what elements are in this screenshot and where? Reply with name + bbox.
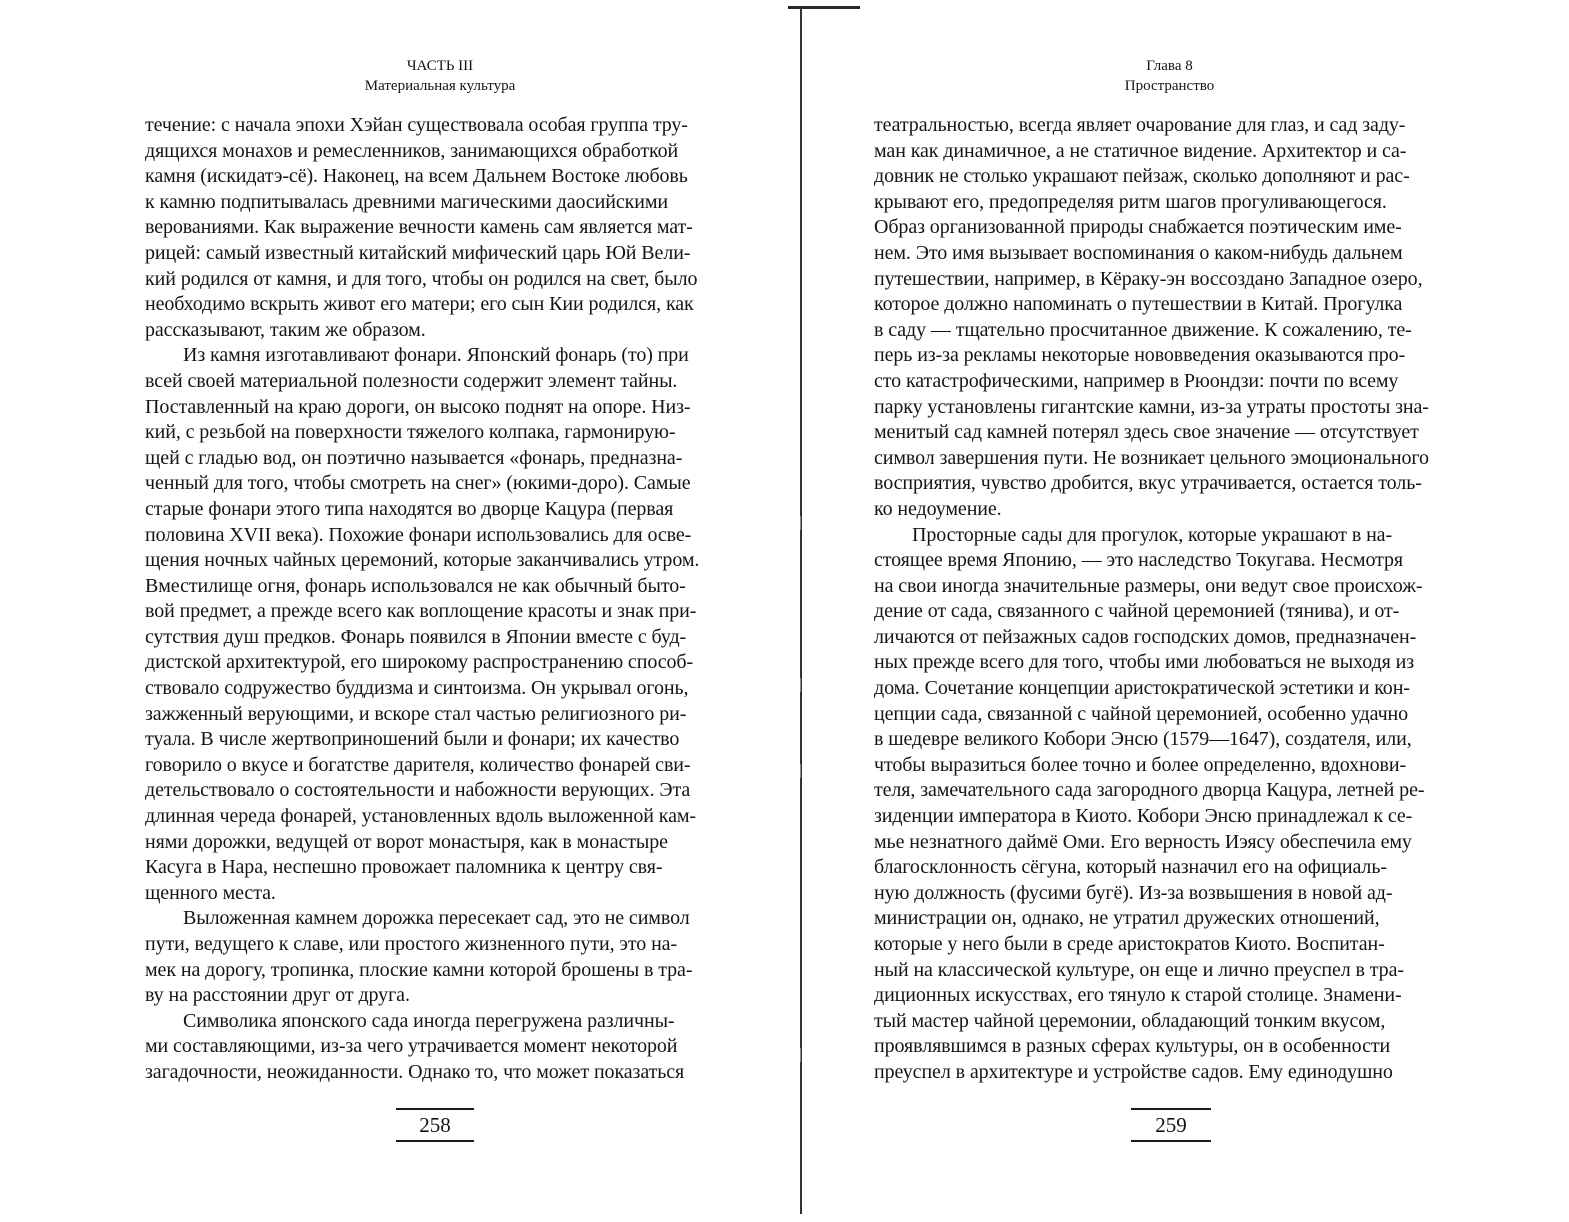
text-line: дома. Сочетание концепции аристократической эстетики и кон- bbox=[874, 677, 1410, 700]
text-line: преуспел в архитектуре и устройстве садов. Ему единодушно bbox=[874, 1060, 1393, 1083]
part-heading: ЧАСТЬ III bbox=[406, 58, 474, 74]
text-line: стоящее время Японию, — это наследство Токугава. Несмотря bbox=[874, 549, 1403, 572]
text-line: теля, замечательного сада загородного дворца Кацура, летней ре- bbox=[874, 779, 1425, 802]
text-line: на свои иногда значительные размеры, они ведут свое происхож- bbox=[874, 574, 1423, 597]
text-line: Из камня изготавливают фонари. Японский фонарь (то) при bbox=[183, 344, 689, 367]
text-line: рассказывают, таким же образом. bbox=[145, 318, 426, 341]
left-page-number: 258 bbox=[396, 1108, 474, 1142]
text-line: детельствовало о состоятельности и набожности верующих. Эта bbox=[145, 779, 691, 802]
text-line: дение от сада, связанного с чайной церемонией (тянива), и от- bbox=[874, 600, 1400, 623]
text-line: довник не столько украшают пейзаж, сколько дополняют и рас- bbox=[874, 165, 1410, 188]
text-line: которые у него были в среде аристократов Киото. Воспитан- bbox=[874, 933, 1385, 955]
text-line: благосклонность сёгуна, который назначил его на официаль- bbox=[874, 856, 1387, 879]
text-line: дистской архитектурой, его широкому распространению способ- bbox=[145, 651, 694, 674]
text-line: диционных искусствах, его тянуло к старой столице. Знамени- bbox=[874, 984, 1402, 1007]
text-line: верованиями. Как выражение вечности камень сам является мат- bbox=[145, 216, 693, 239]
text-line: кий, с резьбой на поверхности тяжелого колпака, гармонирую- bbox=[145, 421, 676, 444]
text-line: нями дорожки, ведущей от ворот монастыря, как в монастыре bbox=[145, 830, 668, 853]
text-line: цепции сада, связанной с чайной церемонией, особенно удачно bbox=[874, 702, 1409, 725]
right-page-text bbox=[874, 113, 1467, 1086]
text-line: Символика японского сада иногда перегружена различны- bbox=[183, 1009, 675, 1032]
text-line: в саду — тщательно просчитанное движение. К сожалению, те- bbox=[874, 318, 1412, 341]
text-line: дящихся монахов и ремесленников, занимающихся обработкой bbox=[145, 139, 679, 162]
chapter-heading: Глава 8 bbox=[1146, 58, 1193, 74]
text-line: говорило о вкусе и богатстве дарителя, количество фонарей сви- bbox=[145, 753, 691, 776]
text-line: в шедевре великого Кобори Энсю (1579—1647), создателя, или, bbox=[874, 728, 1412, 751]
text-line: всей своей материальной полезности содержит элемент тайны. bbox=[145, 369, 678, 392]
text-line: необходимо вскрыть живот его матери; его сын Кии родился, как bbox=[145, 293, 694, 316]
left-running-head bbox=[145, 56, 735, 96]
text-line: туала. В числе жертвоприношений были и фонари; их качество bbox=[145, 728, 680, 751]
text-line: ко недоумение. bbox=[874, 497, 1002, 520]
text-line: течение: с начала эпохи Хэйан существовала особая группа тру- bbox=[145, 114, 688, 136]
text-line: перь из-за рекламы некоторые нововведения оказываются про- bbox=[874, 344, 1406, 367]
text-line: Просторные сады для прогулок, которые украшают в на- bbox=[912, 523, 1393, 546]
text-line: щей с гладью вод, он поэтично называется «фонарь, предназна- bbox=[145, 446, 683, 469]
right-page-number: 259 bbox=[1131, 1108, 1211, 1142]
text-line: старые фонари этого типа находятся во дворце Кацура (первая bbox=[145, 497, 674, 520]
text-line: ную должность (фусими бугё). Из-за возвышения в новой ад- bbox=[874, 881, 1393, 904]
text-line: крывают его, предопределяя ритм шагов прогуливающегося. bbox=[874, 190, 1387, 213]
text-line: вой предмет, а прежде всего как воплощение красоты и знак при- bbox=[145, 600, 697, 623]
text-line: нем. Это имя вызывает воспоминания о каком-нибудь дальнем bbox=[874, 241, 1403, 264]
text-line: зиденции императора в Киото. Кобори Энсю принадлежал к се- bbox=[874, 805, 1413, 828]
text-line: ву на расстоянии друг от друга. bbox=[145, 984, 410, 1007]
text-line: тый мастер чайной церемонии, обладающий тонким вкусом, bbox=[874, 1009, 1386, 1032]
text-line: сто катастрофическими, например в Рюондзи: почти по всему bbox=[874, 369, 1399, 392]
text-line: менитый сад камней потерял здесь свое значение — отсутствует bbox=[874, 421, 1419, 444]
text-line: щения ночных чайных церемоний, которые заканчивались утром. bbox=[145, 549, 700, 572]
text-line: Поставленный на краю дороги, он высоко поднят на опоре. Низ- bbox=[145, 395, 691, 418]
text-line: чтобы выразиться более точно и более определенно, вдохнови- bbox=[874, 753, 1407, 776]
text-line: символ завершения пути. Не возникает цельного эмоционального bbox=[874, 446, 1429, 469]
text-line: щенного места. bbox=[145, 881, 276, 904]
text-line: ствовало содружество буддизма и синтоизма. Он укрывал огонь, bbox=[145, 677, 689, 700]
text-line: пути, ведущего к славе, или простого жизненного пути, это на- bbox=[145, 933, 678, 955]
text-line: сутствия душ предков. Фонарь появился в Японии вместе с буд- bbox=[145, 625, 687, 648]
part-subtitle: Материальная культура bbox=[364, 78, 516, 94]
text-line: личаются от пейзажных садов господских домов, предназначен- bbox=[874, 625, 1417, 648]
text-line: Касуга в Нара, неспешно провожает паломника к центру свя- bbox=[145, 856, 663, 879]
text-line: ный на классической культуре, он еще и лично преуспел в тра- bbox=[874, 958, 1404, 981]
text-line: зажженный верующими, и вскоре стал частью религиозного ри- bbox=[145, 702, 687, 725]
text-line: восприятия, чувство дробится, вкус утрачивается, остается толь- bbox=[874, 472, 1422, 495]
right-page bbox=[800, 0, 1569, 1222]
text-line: половина XVII века). Похожие фонари использовались для осве- bbox=[145, 523, 692, 546]
text-line: которое должно напоминать о путешествии в Китай. Прогулка bbox=[874, 293, 1403, 316]
text-line: длинная череда фонарей, установленных вдоль выложенной кам- bbox=[145, 805, 696, 828]
right-running-head bbox=[872, 56, 1467, 96]
text-line: к камню подпитывалась древними магическими даосийскими bbox=[145, 190, 669, 213]
text-line: загадочности, неожиданности. Однако то, что может показаться bbox=[145, 1060, 685, 1083]
text-line: парку установлены гигантские камни, из-за утраты простоты зна- bbox=[874, 395, 1429, 418]
text-line: Образ организованной природы снабжается поэтическим име- bbox=[874, 216, 1402, 239]
text-line: министрации он, однако, не утратил дружеских отношений, bbox=[874, 907, 1380, 930]
text-line: мье незнатного даймё Оми. Его верность Иэясу обеспечила ему bbox=[874, 830, 1412, 853]
text-line: ченный для того, чтобы смотреть на снег» (юкими-доро). Самые bbox=[145, 472, 691, 495]
text-line: ных прежде всего для того, чтобы ими любоваться не выходя из bbox=[874, 651, 1415, 674]
text-line: путешествии, например, в Кёраку-эн воссоздано Западное озеро, bbox=[874, 267, 1423, 290]
text-line: ми составляющими, из-за чего утрачивается момент некоторой bbox=[145, 1035, 678, 1058]
text-line: камня (искидатэ-сё). Наконец, на всем Дальнем Востоке любовь bbox=[145, 165, 688, 188]
text-line: Выложенная камнем дорожка пересекает сад, это не символ bbox=[183, 907, 690, 930]
chapter-subtitle: Пространство bbox=[1124, 78, 1215, 94]
text-line: мек на дорогу, тропинка, плоские камни которой брошены в тра- bbox=[145, 958, 693, 981]
text-line: Вместилище огня, фонарь использовался не как обычный быто- bbox=[145, 574, 686, 597]
text-line: кий родился от камня, и для того, чтобы он родился на свет, было bbox=[145, 267, 698, 290]
text-line: проявлявшимся в разных сферах культуры, он в особенности bbox=[874, 1035, 1391, 1058]
left-page-text bbox=[145, 113, 735, 1086]
text-line: рицей: самый известный китайский мифический царь Юй Вели- bbox=[145, 241, 691, 264]
text-line: театральностью, всегда являет очарование для глаз, и сад заду- bbox=[874, 114, 1406, 136]
text-line: ман как динамичное, а не статичное видение. Архитектор и са- bbox=[874, 139, 1407, 162]
